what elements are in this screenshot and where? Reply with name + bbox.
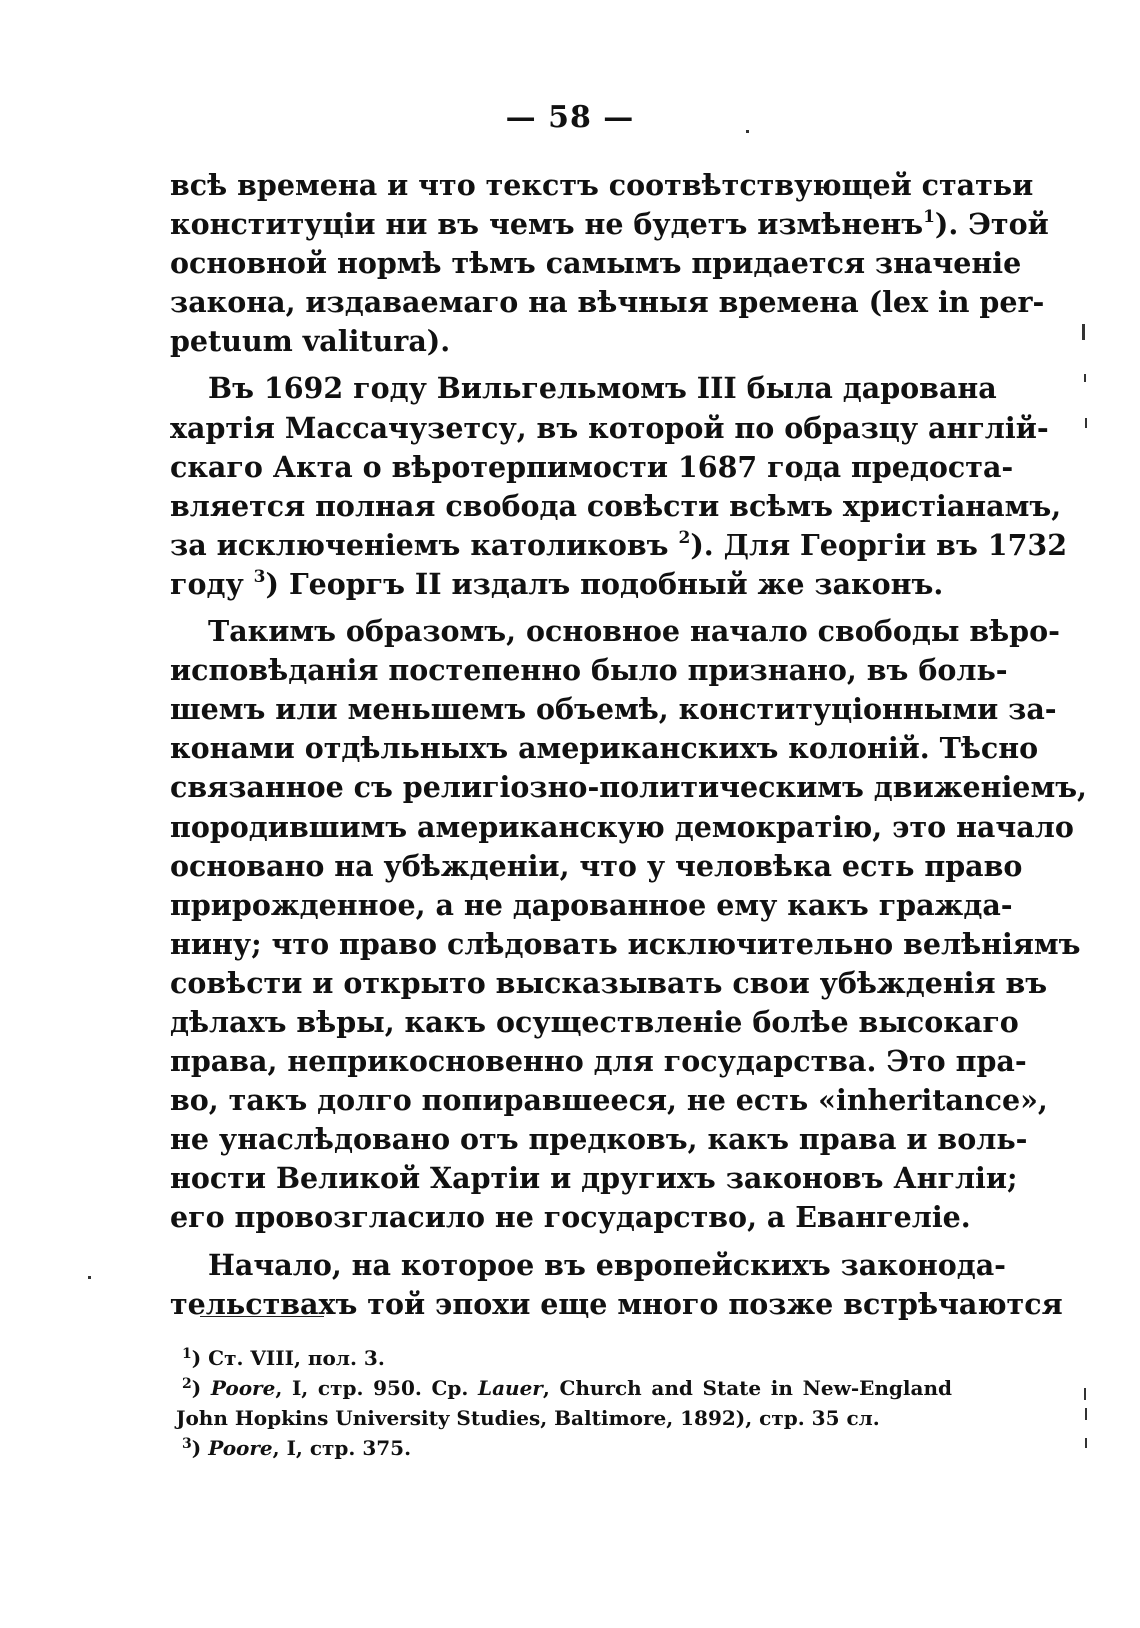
- text-line: Въ 1692 году Вильгельмомъ III была дарована: [208, 371, 997, 406]
- scan-speck: [1084, 1388, 1086, 1400]
- text-line: тельствахъ той эпохи еще много позже встрѣчаются: [170, 1286, 1063, 1321]
- text-line: прирожденное, а не дарованное ему какъ гражда-: [170, 887, 1013, 922]
- text-span: Георгъ II издалъ подобный же законъ.: [288, 566, 944, 601]
- footnote-text: , I, стр. 950. Ср.: [275, 1376, 479, 1400]
- footnote-text: , I, стр. 375.: [272, 1436, 412, 1460]
- footnote-2: $^2$) Poore, I, стр. 950. Ср. Lauer, Church and State in New-England: [182, 1376, 952, 1400]
- text-line: скаго Акта о вѣротерпимости 1687 года предоста-: [170, 449, 1014, 484]
- text-line: закона, издаваемаго на вѣчныя времена (lex in per-: [170, 285, 1045, 320]
- text-line: связанное съ религіозно-политическимъ движеніемъ,: [170, 770, 1087, 805]
- text-line: его провозгласило не государство, а Евангеліе.: [170, 1200, 971, 1235]
- text-span: ): [265, 566, 279, 601]
- text-line: права, неприкосновенно для государства. Это пра-: [170, 1044, 1027, 1079]
- text-line: не унаслѣдовано отъ предковъ, какъ права и воль-: [170, 1122, 1028, 1157]
- paragraph-1: [170, 166, 1049, 361]
- text-span: конституціи ни въ чемъ не будетъ измѣненъ: [170, 207, 924, 242]
- footnote-ref: 3: [253, 566, 266, 587]
- scan-speck: [1085, 418, 1087, 428]
- page-number: — 58 —: [505, 100, 635, 135]
- text-line: шемъ или меньшемъ объемѣ, конституціонными за-: [170, 692, 1057, 727]
- text-line: вляется полная свобода совѣсти всѣмъ христіанамъ,: [170, 488, 1062, 523]
- footnote-author: Poore: [208, 1436, 273, 1460]
- footnote-marker: 1: [182, 1346, 192, 1362]
- text-line: petuum valitura).: [170, 324, 451, 359]
- scan-speck: [1084, 374, 1086, 382]
- text-line: всѣ времена и что текстъ соотвѣтствующей статьи: [170, 168, 1034, 202]
- text-line: породившимъ американскую демократію, это начало: [170, 809, 1074, 844]
- text-span: году: [170, 566, 244, 601]
- text-line: исповѣданія постепенно было признано, въ боль-: [170, 653, 1008, 688]
- text-line: конами отдѣльныхъ американскихъ колоній. Тѣсно: [170, 731, 1039, 766]
- text-line: во, такъ долго попиравшееся, не есть «inheritance»,: [170, 1083, 1048, 1118]
- scan-speck: [746, 130, 749, 133]
- text-span: ). Для Георгіи въ 1732: [690, 527, 1068, 562]
- scan-speck: [1085, 1438, 1087, 1448]
- footnote-1: [182, 1343, 952, 1373]
- text-line: ности Великой Хартіи и другихъ законовъ Англіи;: [170, 1161, 1018, 1196]
- footnote-2-continuation: John Hopkins University Studies, Baltimore, 1892), стр. 35 сл.: [176, 1406, 880, 1430]
- footnote-marker: 2: [182, 1376, 192, 1392]
- text-line: хартія Массачузетсу, въ которой по образцу англій-: [170, 410, 1049, 445]
- text-line: совѣсти и открыто высказывать свои убѣжденія въ: [170, 965, 1048, 1000]
- text-line: основано на убѣжденіи, что у человѣка есть право: [170, 848, 1023, 883]
- footnote-text: ) Ст. VIII, пол. 3.: [191, 1346, 385, 1370]
- paragraph-3: [170, 612, 1087, 1238]
- text-line: [170, 205, 1049, 244]
- body-text: [170, 166, 1087, 1332]
- footnote-marker: 3: [182, 1436, 192, 1452]
- footnote-ref: 2: [678, 527, 691, 548]
- footnote-divider: [200, 1316, 324, 1317]
- text-line: Такимъ образомъ, основное начало свободы вѣро-: [208, 614, 1060, 649]
- scan-speck: [1082, 324, 1085, 340]
- text-line: нину; что право слѣдовать исключительно велѣніямъ: [170, 926, 1081, 961]
- footnote-author: Poore: [210, 1376, 276, 1400]
- text-span: ). Этой: [934, 207, 1049, 242]
- text-line: дѣлахъ вѣры, какъ осуществленіе болѣе высокаго: [170, 1004, 1019, 1039]
- footnote-ref: 1: [923, 207, 935, 228]
- paragraph-4: [170, 1246, 1063, 1324]
- footnotes: [176, 1343, 952, 1463]
- paragraph-2: [170, 369, 1068, 604]
- text-line: Начало, на которое въ европейскихъ законода-: [208, 1247, 1007, 1282]
- scan-speck: [88, 1276, 91, 1279]
- text-line: [170, 526, 1068, 565]
- footnote-3: $^3$) Poore, I, стр. 375.: [182, 1436, 412, 1460]
- footnote-text: , Church and State in New-England: [542, 1376, 952, 1400]
- footnote-author: Lauer: [478, 1376, 543, 1400]
- text-span: за исключеніемъ католиковъ: [170, 527, 669, 562]
- text-line: [170, 565, 960, 604]
- text-line: основной нормѣ тѣмъ самымъ придается значеніе: [170, 246, 1022, 281]
- scan-speck: [1085, 1408, 1087, 1420]
